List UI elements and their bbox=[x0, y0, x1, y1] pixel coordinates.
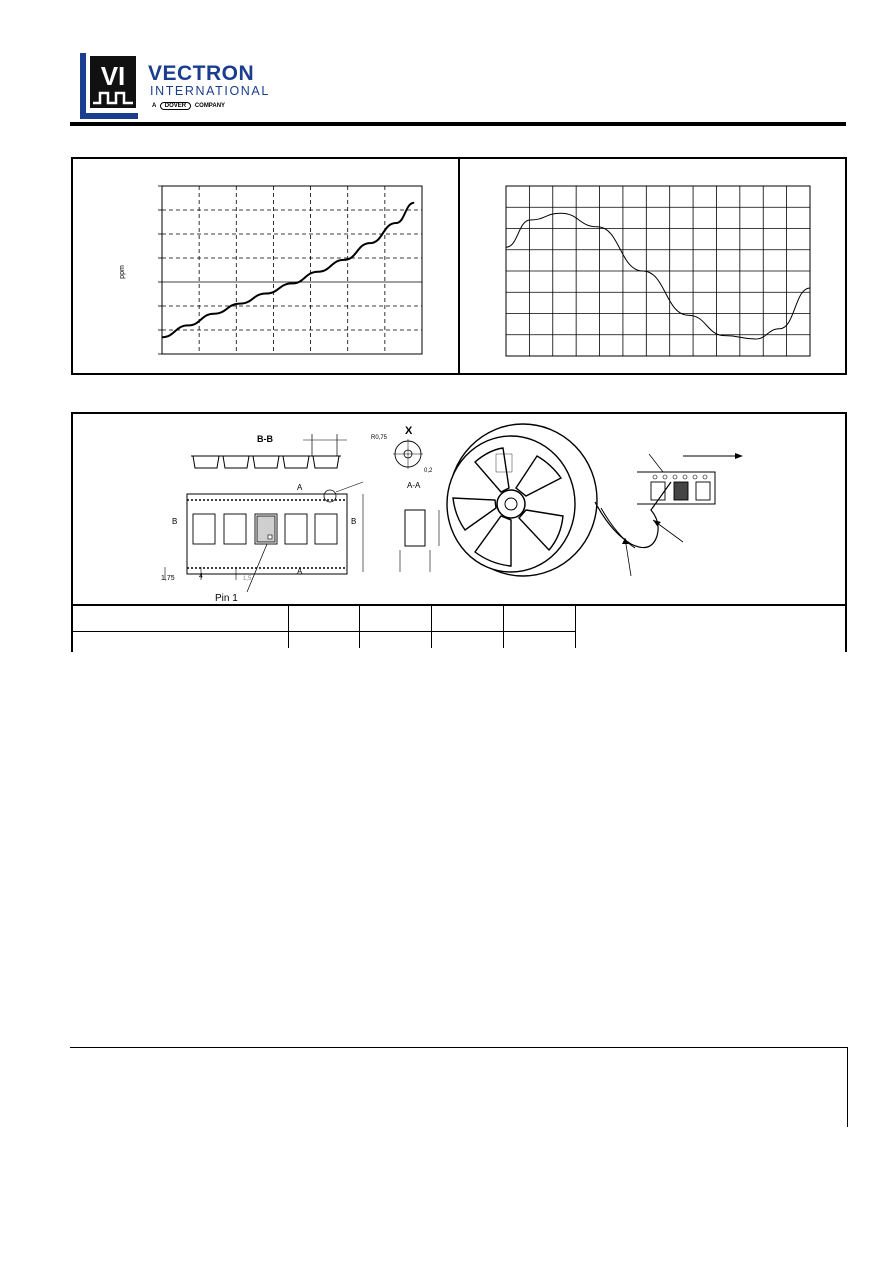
pin-1-label: Pin 1 bbox=[215, 593, 238, 604]
dim-15-label: 1,5 bbox=[243, 576, 252, 582]
brand-name: VECTRON bbox=[148, 62, 255, 85]
detail-x-label: X bbox=[405, 425, 413, 437]
section-aa-label: A-A bbox=[407, 481, 421, 490]
thickness-label: 0,2 bbox=[424, 468, 433, 474]
dim-4-label: 4 bbox=[199, 573, 203, 580]
brand-subtitle: INTERNATIONAL bbox=[150, 84, 270, 98]
table-top-rule bbox=[71, 604, 847, 606]
chart-series-line-0 bbox=[162, 203, 414, 337]
marker-a-top: A bbox=[297, 483, 303, 492]
reel-illustration bbox=[447, 424, 671, 576]
table-col-2 bbox=[359, 604, 360, 648]
marker-b-right: B bbox=[351, 517, 357, 526]
footer-rule bbox=[70, 1047, 848, 1048]
section-bb-view bbox=[191, 434, 347, 468]
left-chart-ylabel: ppm bbox=[119, 265, 126, 279]
packaging-drawing bbox=[71, 412, 847, 652]
table-col-3 bbox=[431, 604, 432, 648]
table-col-1 bbox=[288, 604, 289, 648]
section-bb-label: B-B bbox=[257, 434, 273, 444]
chart-plot-area bbox=[162, 186, 422, 354]
table-col-5 bbox=[575, 604, 576, 648]
tape-top-view bbox=[161, 482, 363, 604]
tagline-suffix: COMPANY bbox=[194, 103, 226, 109]
radius-label: R0,75 bbox=[371, 435, 388, 441]
tagline-prefix: A bbox=[152, 103, 157, 109]
charts-svg bbox=[0, 0, 892, 400]
detail-x-view bbox=[371, 425, 433, 474]
table-row-rule bbox=[71, 631, 576, 632]
marker-b-left: B bbox=[172, 517, 178, 526]
tagline-company: DOVER bbox=[160, 102, 191, 110]
tape-leader bbox=[622, 453, 743, 576]
marker-a-bottom: A bbox=[297, 567, 303, 576]
table-col-4 bbox=[503, 604, 504, 648]
dim-175-label: 1,75 bbox=[161, 575, 175, 582]
chart-right bbox=[506, 186, 810, 356]
logo-letters: VI bbox=[100, 61, 126, 91]
section-aa-view bbox=[400, 481, 439, 572]
chart-series-line-0 bbox=[506, 213, 810, 339]
footer-side-rule bbox=[847, 1047, 848, 1127]
chart-left bbox=[158, 186, 422, 354]
